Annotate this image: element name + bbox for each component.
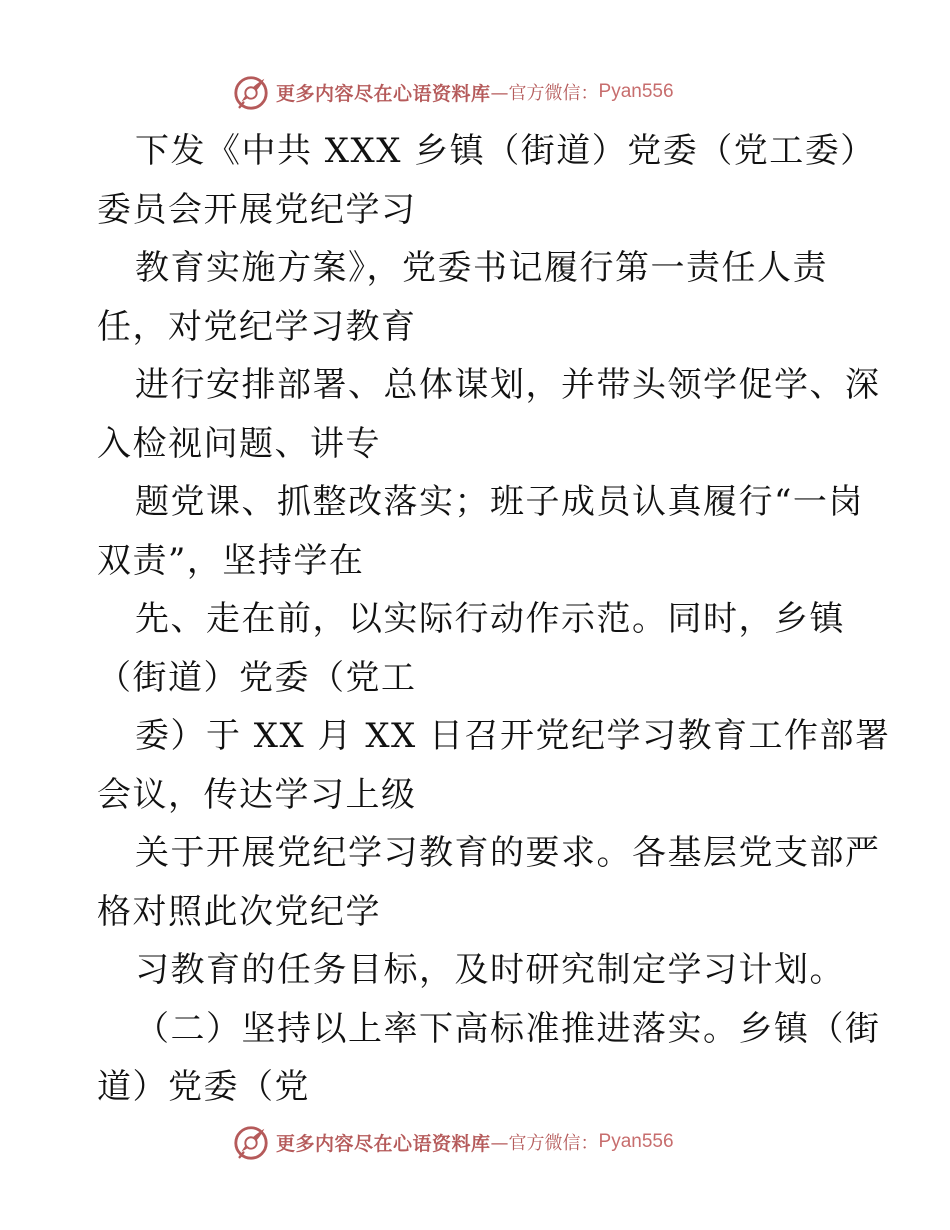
watermark-wechat-id: Pyan556 xyxy=(598,81,674,102)
watermark-separator: —官方微信： xyxy=(490,1133,599,1154)
text-line: 格对照此次党纪学 xyxy=(97,891,381,932)
text-line: 委）于 XX 月 XX 日召开党纪学习教育工作部署 xyxy=(135,716,891,756)
text-line: 道）党委（党 xyxy=(97,1067,310,1107)
quill-logo-icon xyxy=(232,1123,270,1161)
text-line: 双责”，坚持学在 xyxy=(97,540,365,581)
text-line: 教育实施方案》，党委书记履行第一责任人责 xyxy=(135,248,828,288)
text-line: （二）坚持以上率下高标准推进落实。乡镇（街 xyxy=(135,1008,881,1049)
text-line: 下发《中共 XXX 乡镇（街道）党委（党工委） xyxy=(135,131,876,171)
text-line: 题党课、抓整改落实；班子成员认真履行“一岗 xyxy=(135,482,864,522)
text-line: 会议，传达学习上级 xyxy=(97,774,417,815)
header-watermark xyxy=(232,72,674,112)
quill-logo-icon xyxy=(232,73,270,111)
watermark-text: 更多内容尽在心语资料库 xyxy=(276,1132,491,1155)
text-line: 委员会开展党纪学习 xyxy=(97,189,417,230)
watermark-separator: —官方微信： xyxy=(490,83,599,104)
text-line: （街道）党委（党工 xyxy=(97,657,417,698)
footer-watermark xyxy=(232,1122,674,1162)
text-line: 先、走在前，以实际行动作示范。同时，乡镇 xyxy=(135,599,845,639)
text-line: 任，对党纪学习教育 xyxy=(97,306,417,347)
text-line: 关于开展党纪学习教育的要求。各基层党支部严 xyxy=(135,833,881,873)
document-body xyxy=(97,122,891,1117)
text-line: 进行安排部署、总体谋划，并带头领学促学、深 xyxy=(135,365,881,405)
watermark-wechat-id: Pyan556 xyxy=(598,1131,674,1152)
text-line: 入检视问题、讲专 xyxy=(97,423,381,464)
text-line: 习教育的任务目标，及时研究制定学习计划。 xyxy=(135,950,845,990)
watermark-text: 更多内容尽在心语资料库 xyxy=(276,82,491,105)
